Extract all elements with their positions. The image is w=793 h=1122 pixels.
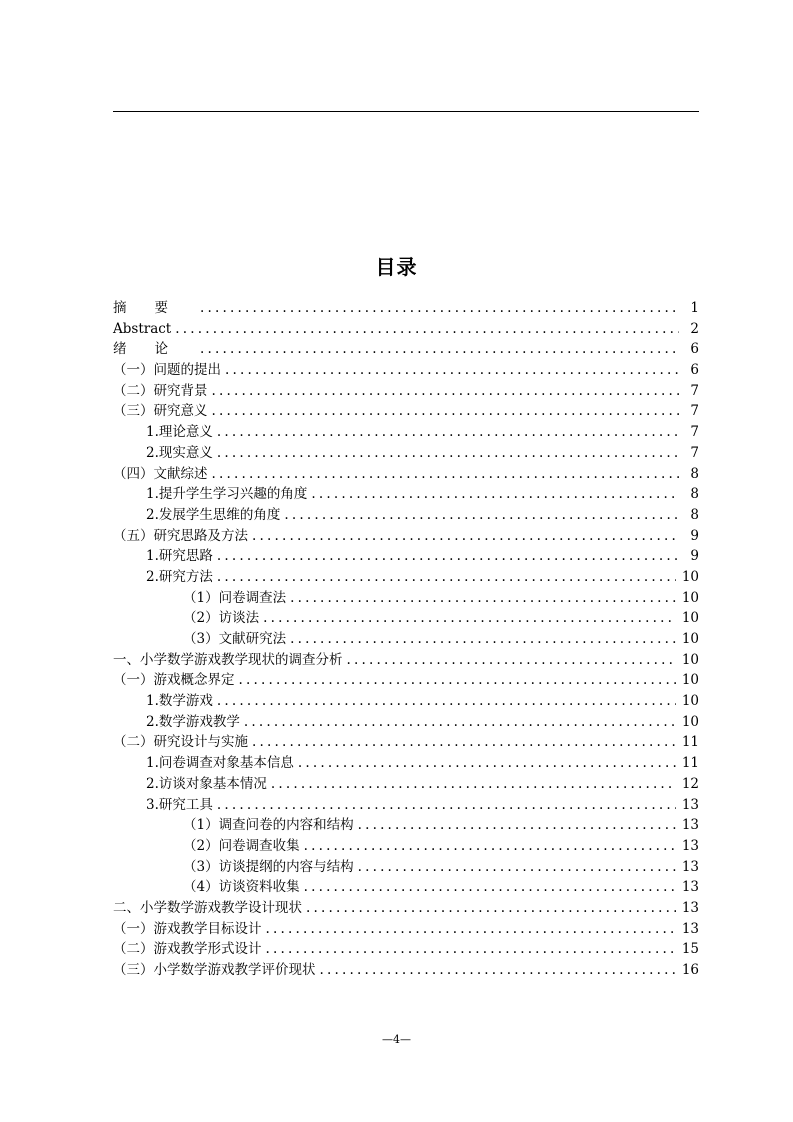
toc-entry-page: 10 [681,589,699,606]
toc-entry-page: 9 [690,527,699,544]
toc-dot-leader [217,546,679,567]
toc-entry-page: 13 [681,837,699,854]
toc-entry-page: 7 [690,444,699,461]
toc-entry[interactable] [113,939,699,960]
toc-entry[interactable] [113,774,699,795]
toc-entry-page: 9 [690,548,699,565]
toc-entry-page: 8 [690,486,699,503]
toc-dot-leader [290,629,676,650]
toc-entry[interactable] [113,443,699,464]
toc-entry-page: 7 [690,403,699,420]
toc-entry-page: 13 [681,796,699,813]
toc-entry[interactable] [113,608,699,629]
toc-dot-leader [217,795,676,816]
toc-dot-leader [304,836,676,857]
toc-entry-page: 13 [681,858,699,875]
toc-entry[interactable] [113,836,699,857]
toc-entry[interactable] [113,401,699,422]
toc-entry[interactable] [113,815,699,836]
toc-entry-page: 11 [681,755,699,772]
toc-dot-leader [347,650,676,671]
toc-entry-page: 13 [681,817,699,834]
toc-entry-label: （二）研究设计与实施 [113,734,248,751]
toc-entry[interactable] [113,464,699,485]
toc-entry[interactable] [113,877,699,898]
toc-entry-page: 7 [690,382,699,399]
toc-dot-leader [225,360,679,381]
toc-entry-page: 8 [690,465,699,482]
toc-dot-leader [266,939,676,960]
toc-entry[interactable] [113,960,699,981]
toc-entry-label: （四）文献综述 [113,465,208,482]
toc-entry[interactable] [113,670,699,691]
toc-entry-label: 2.研究方法 [146,568,213,585]
toc-entry[interactable] [113,319,699,340]
toc-dot-leader [358,857,676,878]
toc-entry-page: 13 [681,920,699,937]
toc-entry-page: 10 [681,713,699,730]
toc-dot-leader [320,960,676,981]
toc-entry[interactable] [113,588,699,609]
toc-dot-leader [212,381,680,402]
toc-dot-leader [284,505,679,526]
toc-entry-label: 1.数学游戏 [146,693,213,710]
toc-dot-leader [175,319,679,340]
toc-dot-leader [244,712,676,733]
toc-entry[interactable] [113,298,699,319]
toc-entry-page: 15 [681,941,699,958]
toc-entry[interactable] [113,732,699,753]
page-number: —4— [382,1033,411,1046]
toc-entry[interactable] [113,422,699,443]
toc-dot-leader [252,526,679,547]
toc-entry[interactable] [113,629,699,650]
toc-entry-label: Abstract [113,320,172,337]
toc-dot-leader [217,422,679,443]
toc-entry-label: 绪论 [113,341,196,358]
table-of-contents [113,298,699,981]
toc-entry[interactable] [113,484,699,505]
toc-entry[interactable] [113,919,699,940]
toc-dot-leader [311,484,679,505]
toc-dot-leader [239,670,676,691]
toc-entry[interactable] [113,526,699,547]
toc-dot-leader [304,877,676,898]
toc-entry-page: 6 [690,341,699,358]
toc-entry-label: 2.现实意义 [146,444,213,461]
toc-entry-page: 13 [681,899,699,916]
toc-dot-leader [217,691,676,712]
toc-entry-label: 3.研究工具 [146,796,213,813]
toc-entry[interactable] [113,795,699,816]
toc-entry-label: 二、小学数学游戏教学设计现状 [113,899,302,916]
toc-dot-leader [200,298,679,319]
toc-entry-label: 2.数学游戏教学 [146,713,240,730]
toc-entry-page: 1 [690,300,699,316]
toc-entry-page: 11 [681,734,699,751]
toc-entry-label: （一）问题的提出 [113,362,221,379]
toc-entry-label: （3）访谈提纲的内容与结构 [183,858,354,875]
toc-entry[interactable] [113,567,699,588]
toc-entry-label: （4）访谈资料收集 [183,879,300,896]
toc-entry-page: 8 [690,506,699,523]
toc-dot-leader [212,401,680,422]
toc-entry-label: （一）游戏教学目标设计 [113,920,262,937]
toc-entry-label: （一）游戏概念界定 [113,672,235,689]
toc-entry-label: （五）研究思路及方法 [113,527,248,544]
toc-entry-label: （1）问卷调查法 [183,589,287,606]
header-rule [113,111,699,112]
toc-entry-label: （二）研究背景 [113,382,208,399]
toc-entry-page: 16 [681,962,699,978]
toc-entry-label: 1.提升学生学习兴趣的角度 [146,486,308,503]
toc-entry-label: （三）研究意义 [113,403,208,420]
toc-entry-page: 12 [681,775,699,792]
toc-entry-page: 13 [681,879,699,896]
toc-entry-label: （1）调查问卷的内容和结构 [183,817,354,834]
toc-dot-leader [212,464,680,485]
toc-dot-leader [252,732,676,753]
toc-entry-label: 1.研究思路 [146,548,213,565]
toc-entry[interactable] [113,712,699,733]
toc-dot-leader [200,339,679,360]
toc-entry[interactable] [113,753,699,774]
toc-entry-label: （2）访谈法 [183,610,260,627]
toc-entry-page: 10 [681,651,699,668]
toc-entry-page: 10 [681,672,699,689]
toc-entry-page: 10 [681,631,699,647]
toc-entry[interactable] [113,898,699,919]
toc-dot-leader [298,753,676,774]
toc-entry[interactable] [113,505,699,526]
toc-dot-leader [266,919,676,940]
toc-entry-page: 2 [690,320,699,337]
toc-entry-page: 10 [681,610,699,627]
toc-entry[interactable] [113,360,699,381]
toc-dot-leader [217,443,679,464]
toc-entry-label: （2）问卷调查收集 [183,837,300,854]
toc-entry[interactable] [113,546,699,567]
toc-entry-label: 1.问卷调查对象基本信息 [146,755,294,772]
toc-entry[interactable] [113,339,699,360]
toc-dot-leader [358,815,676,836]
toc-dot-leader [271,774,676,795]
toc-entry-label: 一、小学数学游戏教学现状的调查分析 [113,651,343,668]
toc-dot-leader [263,608,676,629]
toc-entry-label: 2.发展学生思维的角度 [146,506,281,523]
toc-entry[interactable] [113,691,699,712]
toc-entry-page: 7 [690,424,699,441]
toc-entry-label: （二）游戏教学形式设计 [113,941,262,958]
toc-dot-leader [306,898,676,919]
toc-entry-label: 2.访谈对象基本情况 [146,775,267,792]
toc-entry-label: （3）文献研究法 [183,631,287,647]
toc-entry-page: 10 [681,568,699,585]
toc-entry[interactable] [113,650,699,671]
toc-dot-leader [217,567,676,588]
toc-entry-label: 摘要 [113,300,196,316]
toc-entry[interactable] [113,381,699,402]
toc-entry-page: 10 [681,693,699,710]
toc-entry-label: 1.理论意义 [146,424,213,441]
toc-entry-page: 6 [690,362,699,379]
toc-dot-leader [290,588,676,609]
toc-entry-label: （三）小学数学游戏教学评价现状 [113,962,316,978]
toc-title: 目录 [375,255,418,279]
toc-entry[interactable] [113,857,699,878]
